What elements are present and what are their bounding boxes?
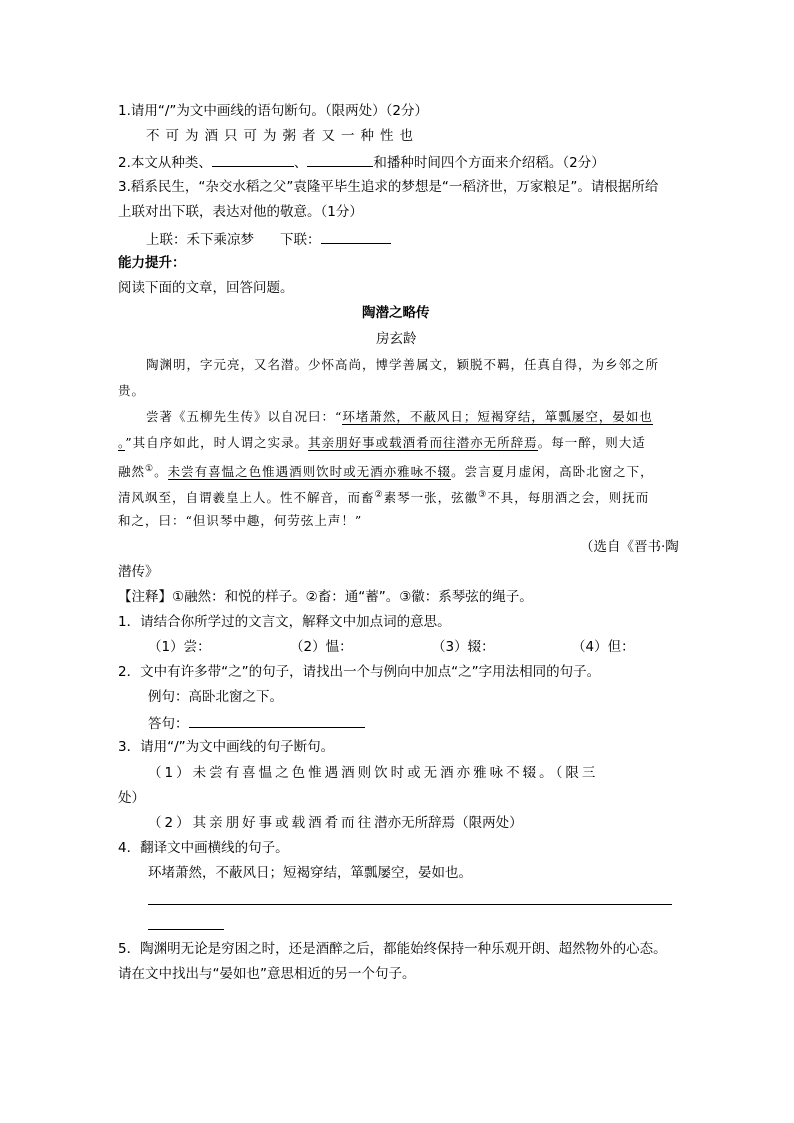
couplet-line: [146, 228, 391, 250]
q2-answer: [148, 712, 365, 734]
question-1-text: 不可为酒只可为粥者又一种性也: [146, 128, 419, 144]
q1-item-4: （4）但：: [572, 639, 635, 655]
text-run: 潜亦无所辞焉（限两处）: [374, 815, 523, 831]
reading-question-3: 3．请用“/”为文中画线的句子断句。: [118, 739, 335, 755]
annotation-notes: 【注释】①融然：和悦的样子。②畜：通“蓄”。③徽：系琴弦的绳子。: [118, 589, 533, 605]
underlined-sentence: 环堵萧然，不蔽风日；短褐穿结，箪瓢屡空，晏如也: [342, 409, 653, 424]
answer-blank[interactable]: [321, 228, 391, 244]
q1-item-2: （2）愠：: [290, 639, 353, 655]
footnote-mark: ③: [478, 490, 488, 500]
underlined-sentence: 。: [118, 435, 126, 450]
reading-question-5-line2: 请在文中找出与“晏如也”意思相近的另一个句子。: [118, 966, 416, 982]
text-run: 。每一醉，则大适: [537, 435, 646, 450]
ability-intro: 阅读下面的文章，回答问题。: [118, 280, 294, 296]
text-run: 。尝言夏月虚闲，高卧北窗之下，: [451, 464, 654, 480]
footnote-mark: ②: [374, 490, 384, 500]
couplet-upper: 上联：禾下乘凉梦: [146, 232, 254, 248]
article-author: 房玄龄: [376, 331, 417, 347]
q4-sentence: 环堵萧然，不蔽风日；短褐穿结，箪瓢屡空，晏如也。: [148, 865, 472, 881]
reading-question-4: 4．翻译文中画横线的句子。: [118, 840, 289, 856]
question-3-line1: 3.稻系民生，“杂交水稻之父”袁隆平毕生追求的梦想是“一稻济世，万家粮足”。请根据所给: [118, 179, 659, 195]
source-citation-line1: （选自《晋书·陶: [580, 539, 679, 555]
reading-question-5-line1: 5．陶渊明无论是穷困之时，还是酒醉之后，都能始终保持一种乐观开朗、超然物外的心态。: [118, 941, 667, 957]
text-run: （2）其亲朋好事或载酒肴而往: [148, 815, 375, 831]
reading-question-2: 2．文中有许多带“之”的句子，请找出一个与例向中加点“之”字用法相同的句子。: [118, 664, 601, 680]
article-paragraph-1-line1: 陶渊明，字元亮，又名潜。少怀高尚，博学善属文，颖脱不羁，任真自得，为乡邻之所: [146, 357, 660, 372]
text-run: 不具，每朋酒之会，则抚而: [487, 490, 650, 506]
q1-item-1: （1）尝：: [148, 639, 211, 655]
couplet-lower-label: 下联：: [280, 232, 321, 248]
text-run: 素琴一张，弦徽: [383, 490, 479, 506]
question-2-sep: 、: [293, 155, 308, 171]
text-run: 。: [154, 464, 168, 480]
q1-item-3: （3）辍：: [432, 639, 495, 655]
underlined-sentence: 其亲朋好事或载酒肴而往潜亦无所辞焉: [308, 435, 538, 450]
footnote-mark: ①: [145, 464, 155, 474]
article-title: 陶潜之略传: [362, 305, 430, 321]
q3-item-1-line2: 处）: [118, 790, 145, 806]
answer-blank[interactable]: [189, 712, 365, 728]
q2-example: 例句：高卧北窗之下。: [148, 689, 283, 705]
reading-question-1: 1．请结合你所学过的文言文，解释文中加点词的意思。: [118, 614, 451, 630]
source-citation-line2: 潜传》: [118, 564, 159, 580]
q3-item-1-line1: （1）未尝有喜愠之色惟遇酒则饮时或无酒亦雅咏不辍。（限三: [148, 765, 599, 781]
ability-heading: 能力提升：: [118, 255, 186, 271]
article-paragraph-2-line3: [118, 459, 654, 482]
article-paragraph-2-line5: 和之，曰：“但识琴中趣，何劳弦上声！”: [118, 513, 363, 528]
answer-blank[interactable]: [307, 151, 373, 167]
question-1-prompt: 1.请用“/”为文中画线的语句断句。（限两处）（2分）: [118, 103, 429, 119]
question-2-post: 和播种时间四个方面来介绍稻。（2分）: [373, 155, 605, 171]
answer-line[interactable]: [148, 904, 672, 905]
text-run: 融然: [118, 464, 146, 480]
answer-label: 答句：: [148, 716, 189, 732]
article-paragraph-1-line2: 贵。: [118, 383, 146, 398]
article-paragraph-2-line2: [118, 433, 646, 453]
underlined-sentence: 未尝有喜愠之色惟遇酒则饮时或无酒亦雅咏不辍: [167, 464, 452, 480]
answer-blank[interactable]: [212, 151, 294, 167]
q3-item-2: [148, 813, 523, 833]
answer-line[interactable]: [148, 929, 224, 930]
article-paragraph-2-line4: [118, 485, 649, 508]
article-paragraph-2-line1: [146, 407, 653, 427]
text-run: 尝著《五柳先生传》以自况曰：“: [146, 409, 343, 424]
text-run: ”其自序如此，时人谓之实录。: [125, 435, 309, 450]
question-2-prompt: [118, 151, 605, 173]
question-3-line2: 上联对出下联，表达对他的敬意。（1分）: [118, 204, 363, 220]
text-run: 清风飒至，自谓羲皇上人。性不解音，而畜: [118, 490, 375, 506]
question-2-pre: 2.本文从种类、: [118, 155, 212, 171]
